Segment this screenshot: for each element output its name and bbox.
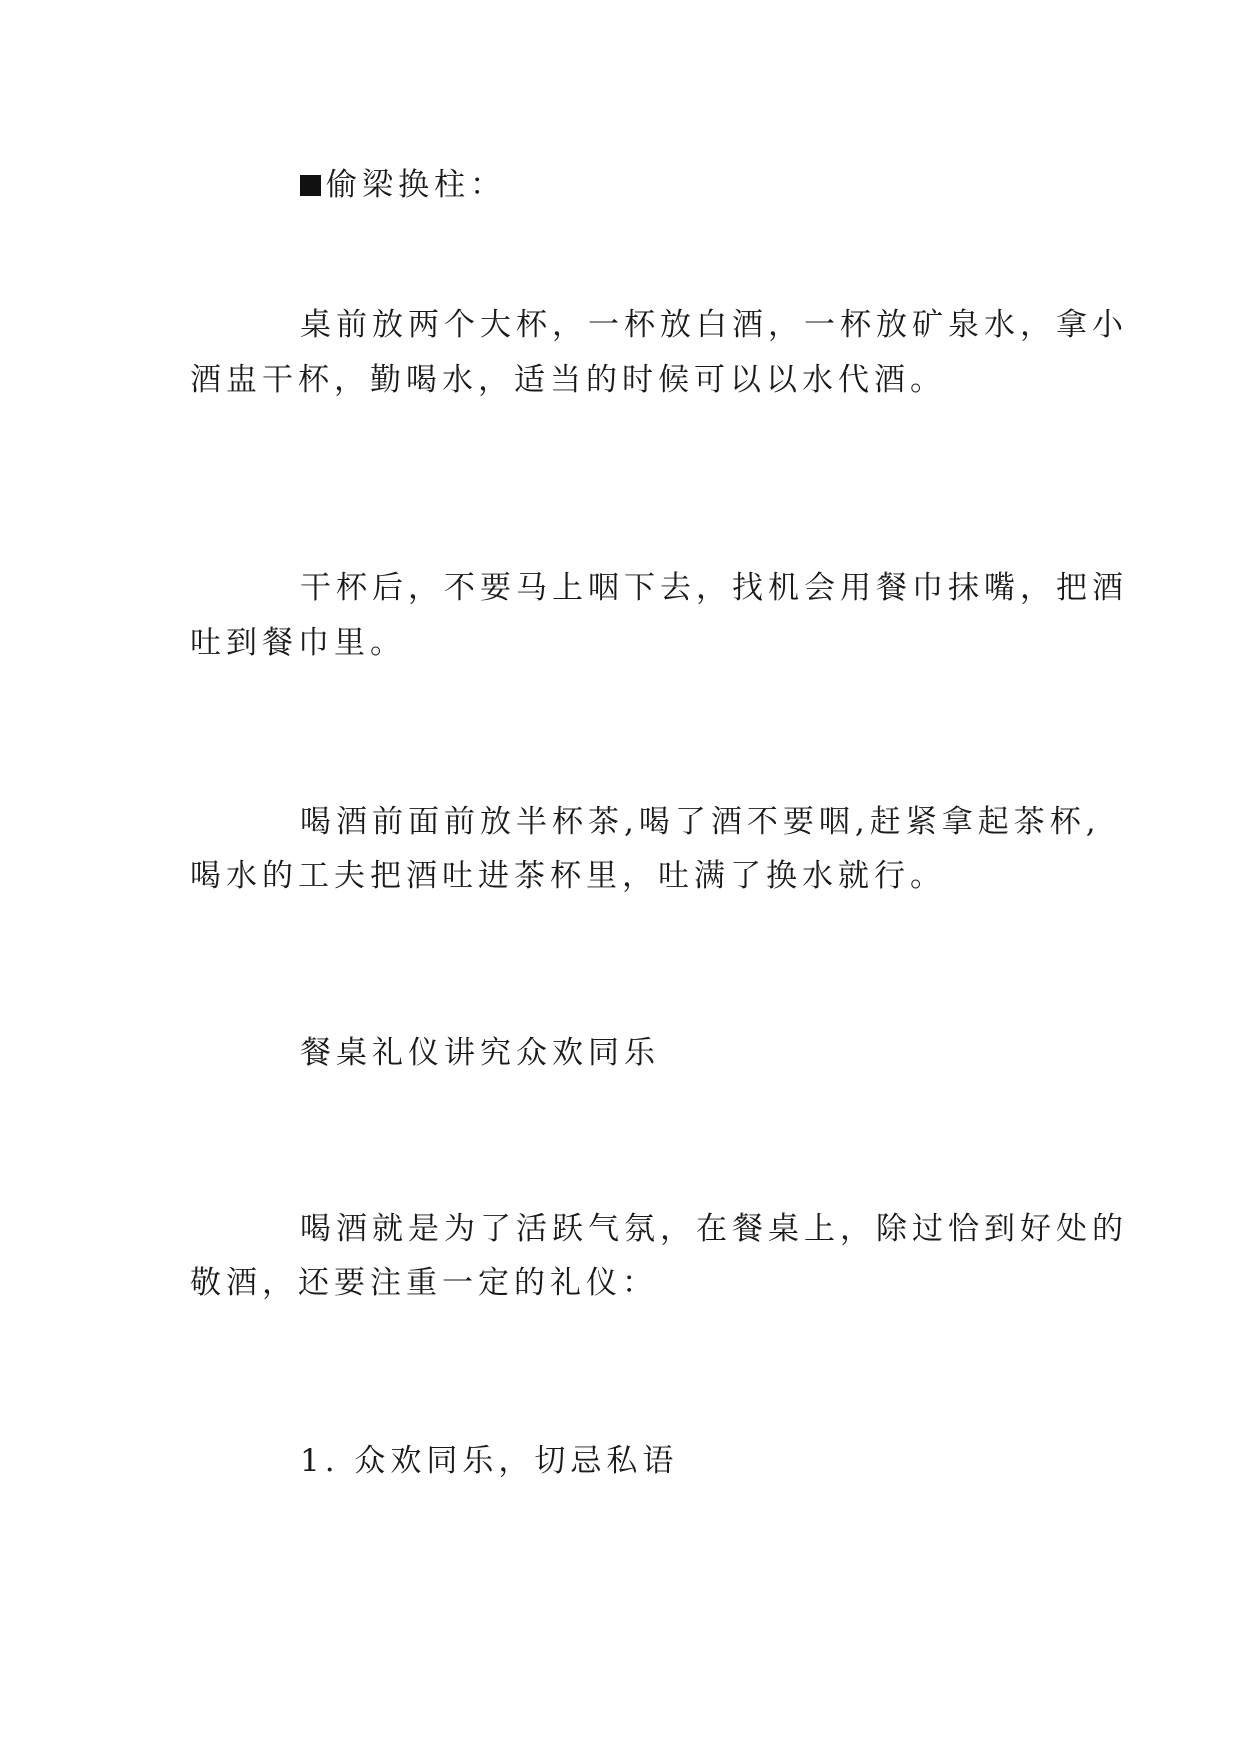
paragraph-2-line-2: 吐到餐巾里。: [190, 625, 406, 661]
paragraph-1-line-2: 酒盅干杯，勤喝水，适当的时候可以以水代酒。: [190, 362, 946, 398]
paragraph-3-line-2: 喝水的工夫把酒吐进茶杯里，吐满了换水就行。: [190, 858, 946, 894]
intro-line-2: 敬酒，还要注重一定的礼仪：: [190, 1265, 658, 1301]
heading-line: [300, 167, 1060, 203]
paragraph-3-line-1: 喝酒前面前放半杯茶,喝了酒不要咽,赶紧拿起茶杯,: [300, 804, 1101, 840]
section-title: 餐桌礼仪讲究众欢同乐: [300, 1035, 660, 1071]
list-item-1: 1. 众欢同乐，切忌私语: [300, 1443, 679, 1479]
paragraph-1-line-1: 桌前放两个大杯，一杯放白酒，一杯放矿泉水，拿小: [300, 307, 1128, 343]
heading-text: 偷梁换柱：: [326, 167, 506, 203]
paragraph-2-line-1: 干杯后，不要马上咽下去，找机会用餐巾抹嘴，把酒: [300, 570, 1128, 606]
black-square-icon: [300, 175, 321, 196]
intro-line-1: 喝酒就是为了活跃气氛，在餐桌上，除过恰到好处的: [300, 1211, 1128, 1247]
